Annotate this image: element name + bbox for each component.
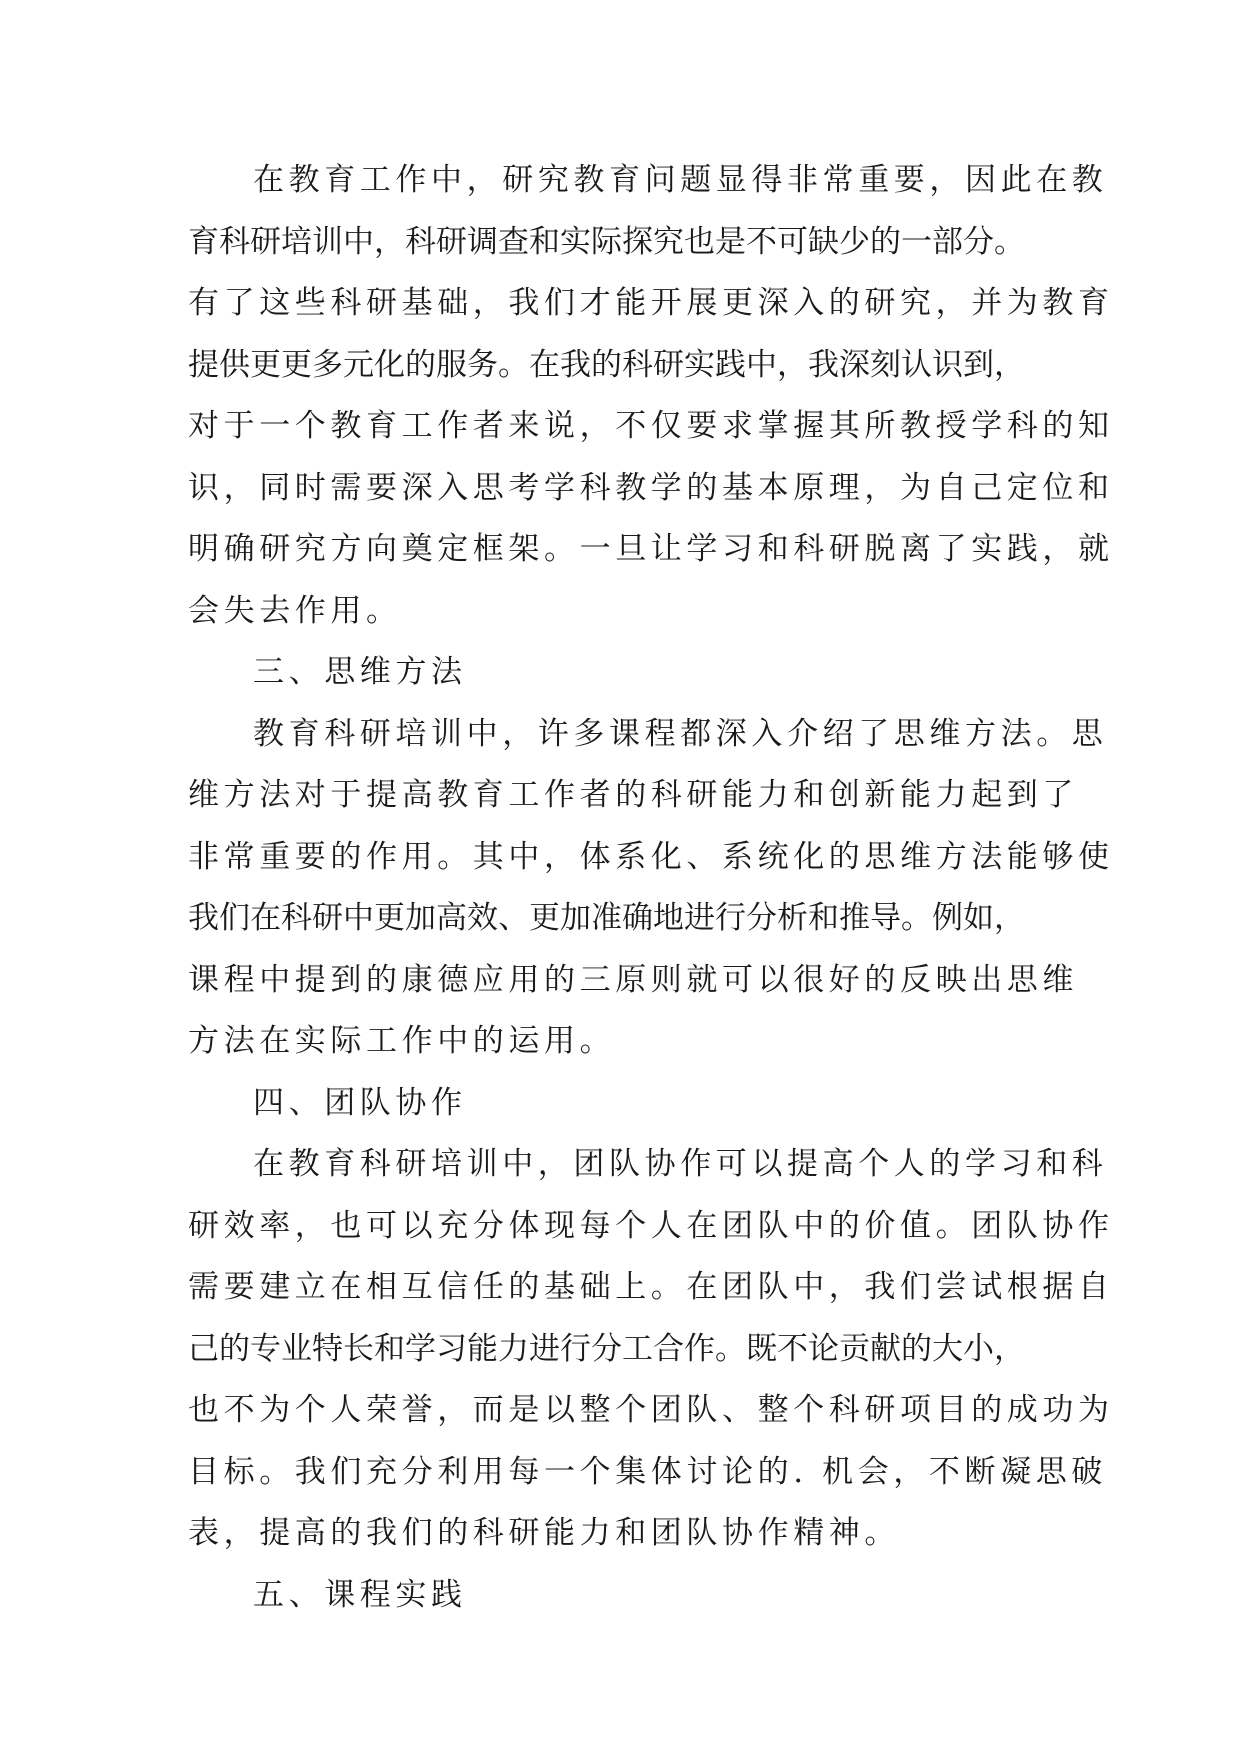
paragraph-line: 也不为个人荣誉，而是以整个团队、整个科研项目的成功为 — [188, 1392, 1114, 1428]
paragraph-line: 有了这些科研基础，我们才能开展更深入的研究，并为教育 — [188, 285, 1114, 321]
paragraph-line: 会失去作用。 — [188, 592, 402, 629]
paragraph-line: 目标。我们充分利用每一个集体讨论的. 机会，不断凝思破 — [188, 1453, 1107, 1490]
paragraph-line: 表，提高的我们的科研能力和团队协作精神。 — [188, 1515, 900, 1551]
paragraph-line: 在教育科研培训中，团队协作可以提高个人的学习和科 — [253, 1146, 1108, 1182]
section-heading: 五、课程实践 — [253, 1576, 467, 1613]
paragraph-line: 教育科研培训中，许多课程都深入介绍了思维方法。思 — [253, 715, 1108, 752]
paragraph-line: 在教育工作中，研究教育问题显得非常重要，因此在教 — [253, 162, 1108, 198]
paragraph-line: 对于一个教育工作者来说，不仅要求掌握其所教授学科的知 — [188, 408, 1114, 444]
paragraph-line: 识，同时需要深入思考学科教学的基本原理，为自己定位和 — [188, 469, 1114, 506]
paragraph-line: 提供更更多元化的服务。在我的科研实践中，我深刻认识到， — [188, 346, 1025, 383]
paragraph-line: 方法在实际工作中的运用。 — [188, 1023, 616, 1059]
paragraph-line: 研效率，也可以充分体现每个人在团队中的价值。团队协作 — [188, 1207, 1114, 1244]
paragraph-line: 明确研究方向奠定框架。一旦让学习和科研脱离了实践，就 — [188, 531, 1114, 567]
paragraph-line: 我们在科研中更加高效、更加准确地进行分析和推导。例如， — [188, 900, 1025, 936]
paragraph-line: 育科研培训中，科研调查和实际探究也是不可缺少的一部分。 — [188, 223, 1025, 260]
document-body — [188, 150, 1114, 1626]
section-heading: 四、团队协作 — [253, 1084, 467, 1121]
section-heading: 三、思维方法 — [253, 654, 467, 690]
paragraph-line: 需要建立在相互信任的基础上。在团队中，我们尝试根据自 — [188, 1269, 1114, 1305]
paragraph-line: 非常重要的作用。其中，体系化、系统化的思维方法能够使 — [188, 838, 1114, 875]
paragraph-line: 己的专业特长和学习能力进行分工合作。既不论贡献的大小， — [188, 1330, 1025, 1367]
paragraph-line: 维方法对于提高教育工作者的科研能力和创新能力起到了 — [188, 777, 1078, 813]
paragraph-line: 课程中提到的康德应用的三原则就可以很好的反映出思维 — [188, 961, 1078, 998]
